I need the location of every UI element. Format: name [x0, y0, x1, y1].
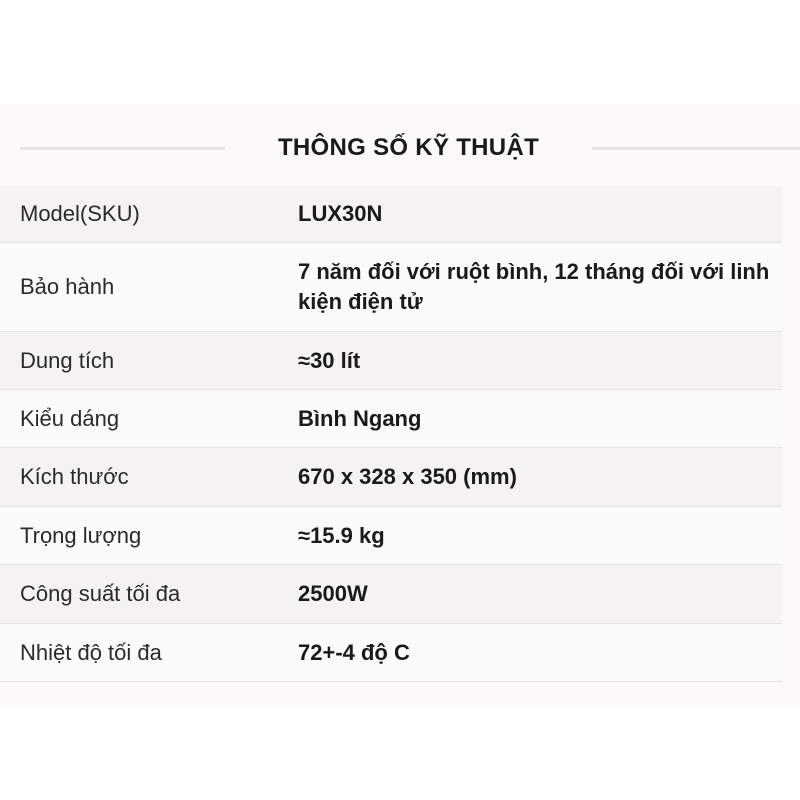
spec-label: Trọng lượng	[20, 522, 142, 548]
spec-value: 670 x 328 x 350 (mm)	[298, 464, 517, 489]
spec-value: 72+-4 độ C	[298, 639, 410, 665]
title-divider-right	[592, 147, 800, 150]
spec-label: Kích thước	[20, 464, 129, 489]
spec-label: Kiểu dáng	[20, 405, 120, 431]
spec-value: Bình Ngang	[298, 405, 422, 431]
title-divider-left	[20, 147, 225, 150]
spec-value: LUX30N	[298, 201, 383, 226]
spec-row-dimensions	[0, 448, 782, 507]
spec-value: ≈15.9 kg	[298, 522, 385, 548]
spec-value: 2500W	[298, 581, 368, 606]
spec-label: Bảo hành	[20, 274, 115, 299]
spec-value: ≈30 lít	[298, 347, 361, 373]
spec-row-power	[0, 565, 782, 624]
spec-label: Công suất tối đa	[20, 581, 181, 606]
spec-value: 7 năm đối với ruột bình, 12 tháng đối với linh kiện điện tử	[298, 259, 770, 314]
spec-table	[0, 186, 782, 682]
title-row	[0, 118, 800, 178]
spec-row-weight	[0, 507, 782, 565]
spec-label: Model(SKU)	[20, 201, 140, 226]
spec-label: Nhiệt độ tối đa	[20, 639, 162, 665]
page-title: THÔNG SỐ KỸ THUẬT	[277, 134, 540, 161]
spec-row-capacity	[0, 332, 782, 390]
spec-row-model	[0, 186, 782, 243]
spec-row-temperature	[0, 624, 782, 682]
spec-row-style	[0, 390, 782, 448]
spec-label: Dung tích	[20, 347, 115, 373]
spec-row-warranty	[0, 243, 782, 332]
